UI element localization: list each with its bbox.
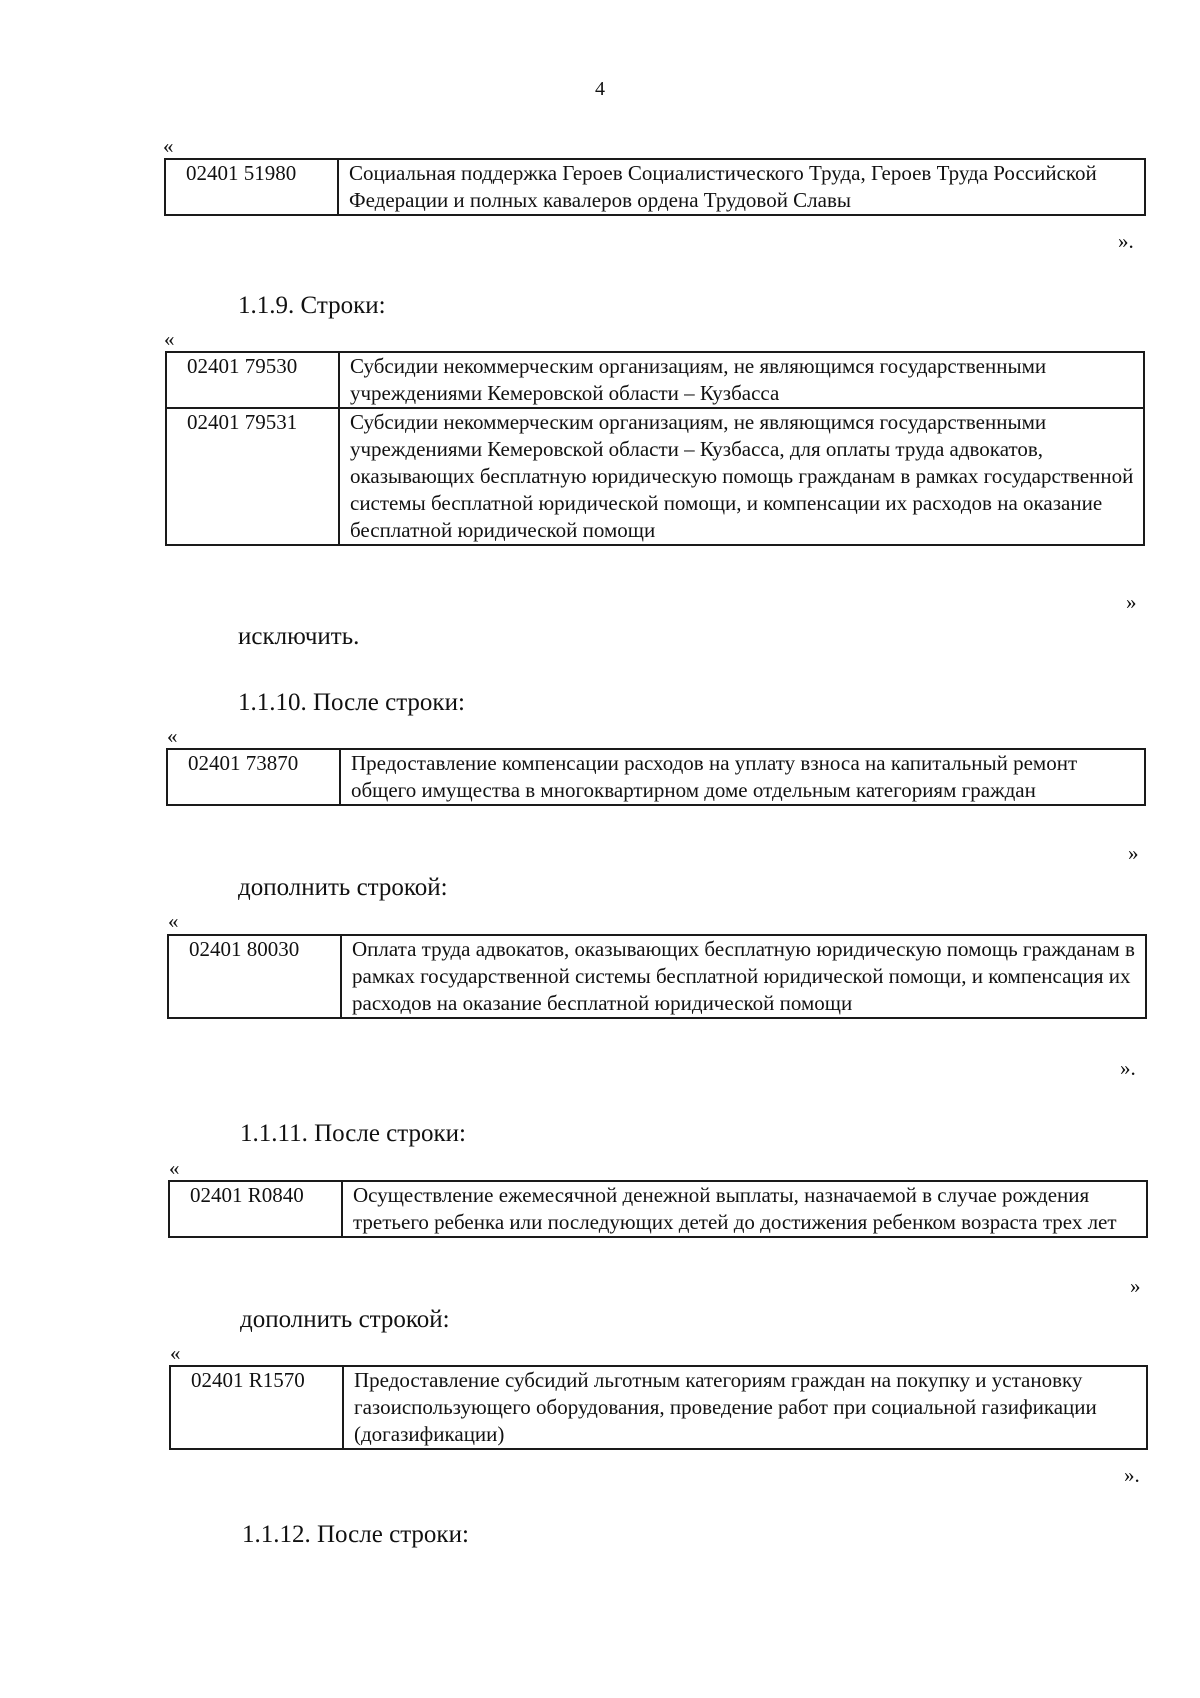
section-heading: 1.1.9. Строки: (238, 292, 386, 319)
close-quote: » (1126, 590, 1137, 614)
budget-description-cell: Субсидии некоммерческим организациям, не являющимся государственными учреждениями Кемеровской области – Кузбасса (339, 352, 1144, 408)
budget-code-cell: 02401 R1570 (170, 1366, 343, 1449)
open-quote: « (164, 327, 175, 351)
table-row (167, 749, 1145, 805)
open-quote: « (170, 1341, 181, 1365)
budget-code-table (169, 1365, 1148, 1450)
budget-code-cell: 02401 79530 (166, 352, 339, 408)
section-heading: 1.1.12. После строки: (242, 1521, 469, 1548)
table-row (166, 352, 1144, 408)
budget-code-cell: 02401 79531 (166, 408, 339, 545)
instruction-text: исключить. (238, 623, 360, 650)
budget-code-table (168, 1180, 1148, 1238)
open-quote: « (163, 134, 174, 158)
budget-code-cell: 02401 51980 (165, 159, 338, 215)
budget-description-cell: Оплата труда адвокатов, оказывающих бесплатную юридическую помощь гражданам в рамках государственной системы бесплатной юридической помощи, и компенсация их расходов на оказание бесплатной юридической помощи (341, 935, 1146, 1018)
section-heading: дополнить строкой: (238, 874, 448, 901)
close-quote: » (1128, 841, 1139, 865)
budget-code-cell: 02401 73870 (167, 749, 340, 805)
table-row (168, 935, 1146, 1018)
section-heading: дополнить строкой: (240, 1306, 450, 1333)
close-quote: ». (1120, 1056, 1136, 1080)
table-row (169, 1181, 1147, 1237)
budget-description-cell: Предоставление компенсации расходов на уплату взноса на капитальный ремонт общего имущества в многоквартирном доме отдельным категориям граждан (340, 749, 1145, 805)
budget-description-cell: Социальная поддержка Героев Социалистического Труда, Героев Труда Российской Федерации и полных кавалеров ордена Трудовой Славы (338, 159, 1145, 215)
table-row (170, 1366, 1147, 1449)
budget-code-table (166, 748, 1146, 806)
budget-code-table (164, 158, 1146, 216)
table-row (165, 159, 1145, 215)
table-row (166, 408, 1144, 545)
open-quote: « (168, 909, 179, 933)
open-quote: « (169, 1156, 180, 1180)
close-quote: ». (1118, 229, 1134, 253)
close-quote: ». (1124, 1463, 1140, 1487)
close-quote: » (1130, 1274, 1141, 1298)
budget-code-cell: 02401 R0840 (169, 1181, 342, 1237)
section-heading: 1.1.10. После строки: (238, 689, 465, 716)
open-quote: « (167, 724, 178, 748)
budget-code-cell: 02401 80030 (168, 935, 341, 1018)
section-heading: 1.1.11. После строки: (240, 1120, 466, 1147)
budget-description-cell: Предоставление субсидий льготным категориям граждан на покупку и установку газоиспользующего оборудования, проведение работ при социальной газификации (догазификации) (343, 1366, 1147, 1449)
budget-code-table (167, 934, 1147, 1019)
page-number: 4 (595, 78, 605, 100)
budget-code-table (165, 351, 1145, 546)
budget-description-cell: Субсидии некоммерческим организациям, не являющимся государственными учреждениями Кемеровской области – Кузбасса, для оплаты труда адвокатов, оказывающих бесплатную юридическую помощь гражданам в рамках государственной системы бесплатной юридической помощи, и компенсации их расходов на оказание бесплатной юридической помощи (339, 408, 1144, 545)
budget-description-cell: Осуществление ежемесячной денежной выплаты, назначаемой в случае рождения третьего ребенка или последующих детей до достижения ребенком возраста трех лет (342, 1181, 1147, 1237)
